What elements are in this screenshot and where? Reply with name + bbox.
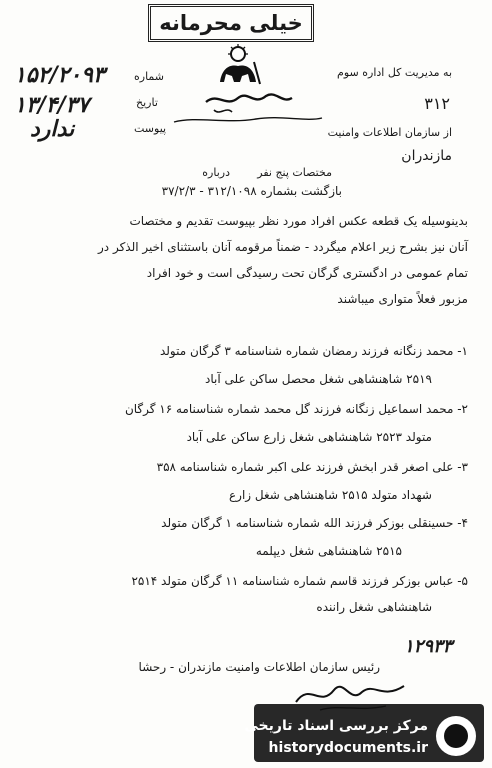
date-label: تاریخ — [136, 96, 158, 109]
subject-value: مختصات پنج نفر — [257, 166, 332, 179]
paragraph-line-1: بدینوسیله یک قطعه عکس افراد مورد نظر بپیوست تقدیم و مختصات — [129, 214, 468, 228]
subject-label: درباره — [202, 166, 230, 179]
paragraph-line-4: مزبور فعلاً متواری میباشند — [337, 292, 468, 306]
recipient-line: به مدیریت کل اداره سوم — [337, 66, 452, 79]
list-item-2-line-2: متولد ۲۵۲۳ شاهنشاهی شغل زارع ساکن علی آباد — [186, 430, 432, 444]
list-item-5-line-1: ۵- عباس بوزکر فرزند قاسم شماره شناسنامه ۱۱ گرگان متولد ۲۵۱۴ — [131, 574, 468, 588]
paragraph-line-2: آنان نیز بشرح زیر اعلام میگردد - ضمناً مرقومه آنان باستثنای اخیر الذکر در — [98, 240, 468, 254]
ministry-logo-lettering — [166, 86, 326, 128]
list-item-3-line-2: شهداد متولد ۲۵۱۵ شاهنشاهی شغل زارع — [229, 488, 432, 502]
watermark-title: مرکز بررسی اسناد تاریخی — [244, 718, 428, 734]
list-item-4-line-2: ۲۵۱۵ شاهنشاهی شغل دیپلمه — [255, 544, 402, 558]
list-item-4-line-1: ۴- حسینقلی بوزکر فرزند الله شماره شناسنامه ۱ گرگان متولد — [161, 516, 468, 530]
attachment-label: پیوست — [134, 122, 167, 135]
date-value: ۱۳/۴/۳۷ — [14, 92, 90, 118]
lion-and-sun-emblem-icon — [212, 44, 264, 88]
watermark-url: historydocuments.ir — [268, 740, 428, 756]
signature-title: رئیس سازمان اطلاعات وامنیت مازندران - رحشا — [138, 660, 380, 674]
list-item-1-line-2: ۲۵۱۹ شاهنشاهی شغل محصل ساکن علی آباد — [205, 372, 432, 386]
recipient-city: مازندران — [401, 148, 452, 164]
classification-stamp: خیلی محرمانه — [148, 4, 314, 42]
list-item-2-line-1: ۲- محمد اسماعیل زنگانه فرزند گل محمد شماره شناسنامه ۱۶ گرگان — [124, 402, 468, 416]
number-label: شماره — [134, 70, 165, 83]
list-item-5-line-2: شاهنشاهی شغل راننده — [316, 600, 432, 614]
attachment-value: ندارد — [30, 116, 75, 142]
list-item-3-line-1: ۳- علی اصغر قدر ابخش فرزند علی اکبر شماره شناسنامه ۳۵۸ — [156, 460, 468, 474]
paragraph-line-3: تمام عمومی در ادگستری گرگان تحت رسیدگی است و خود افراد — [146, 266, 468, 280]
recipient-number: ۳۱۲ — [424, 94, 450, 113]
margin-handwritten-note: ۱۲۹۳۳ — [404, 636, 453, 657]
watermark-logo-icon — [436, 716, 476, 756]
recipient-org: از سازمان اطلاعات وامنیت — [327, 126, 452, 139]
number-value: ۱۵۲/۲۰۹۳ — [14, 62, 105, 88]
list-item-1-line-1: ۱- محمد زنگانه فرزند رمضان شماره شناسنامه ۳ گرگان متولد — [159, 344, 468, 358]
reference-line: بازگشت بشماره ۳۱۲/۱۰۹۸ - ۳۷/۲/۳ — [161, 184, 342, 198]
